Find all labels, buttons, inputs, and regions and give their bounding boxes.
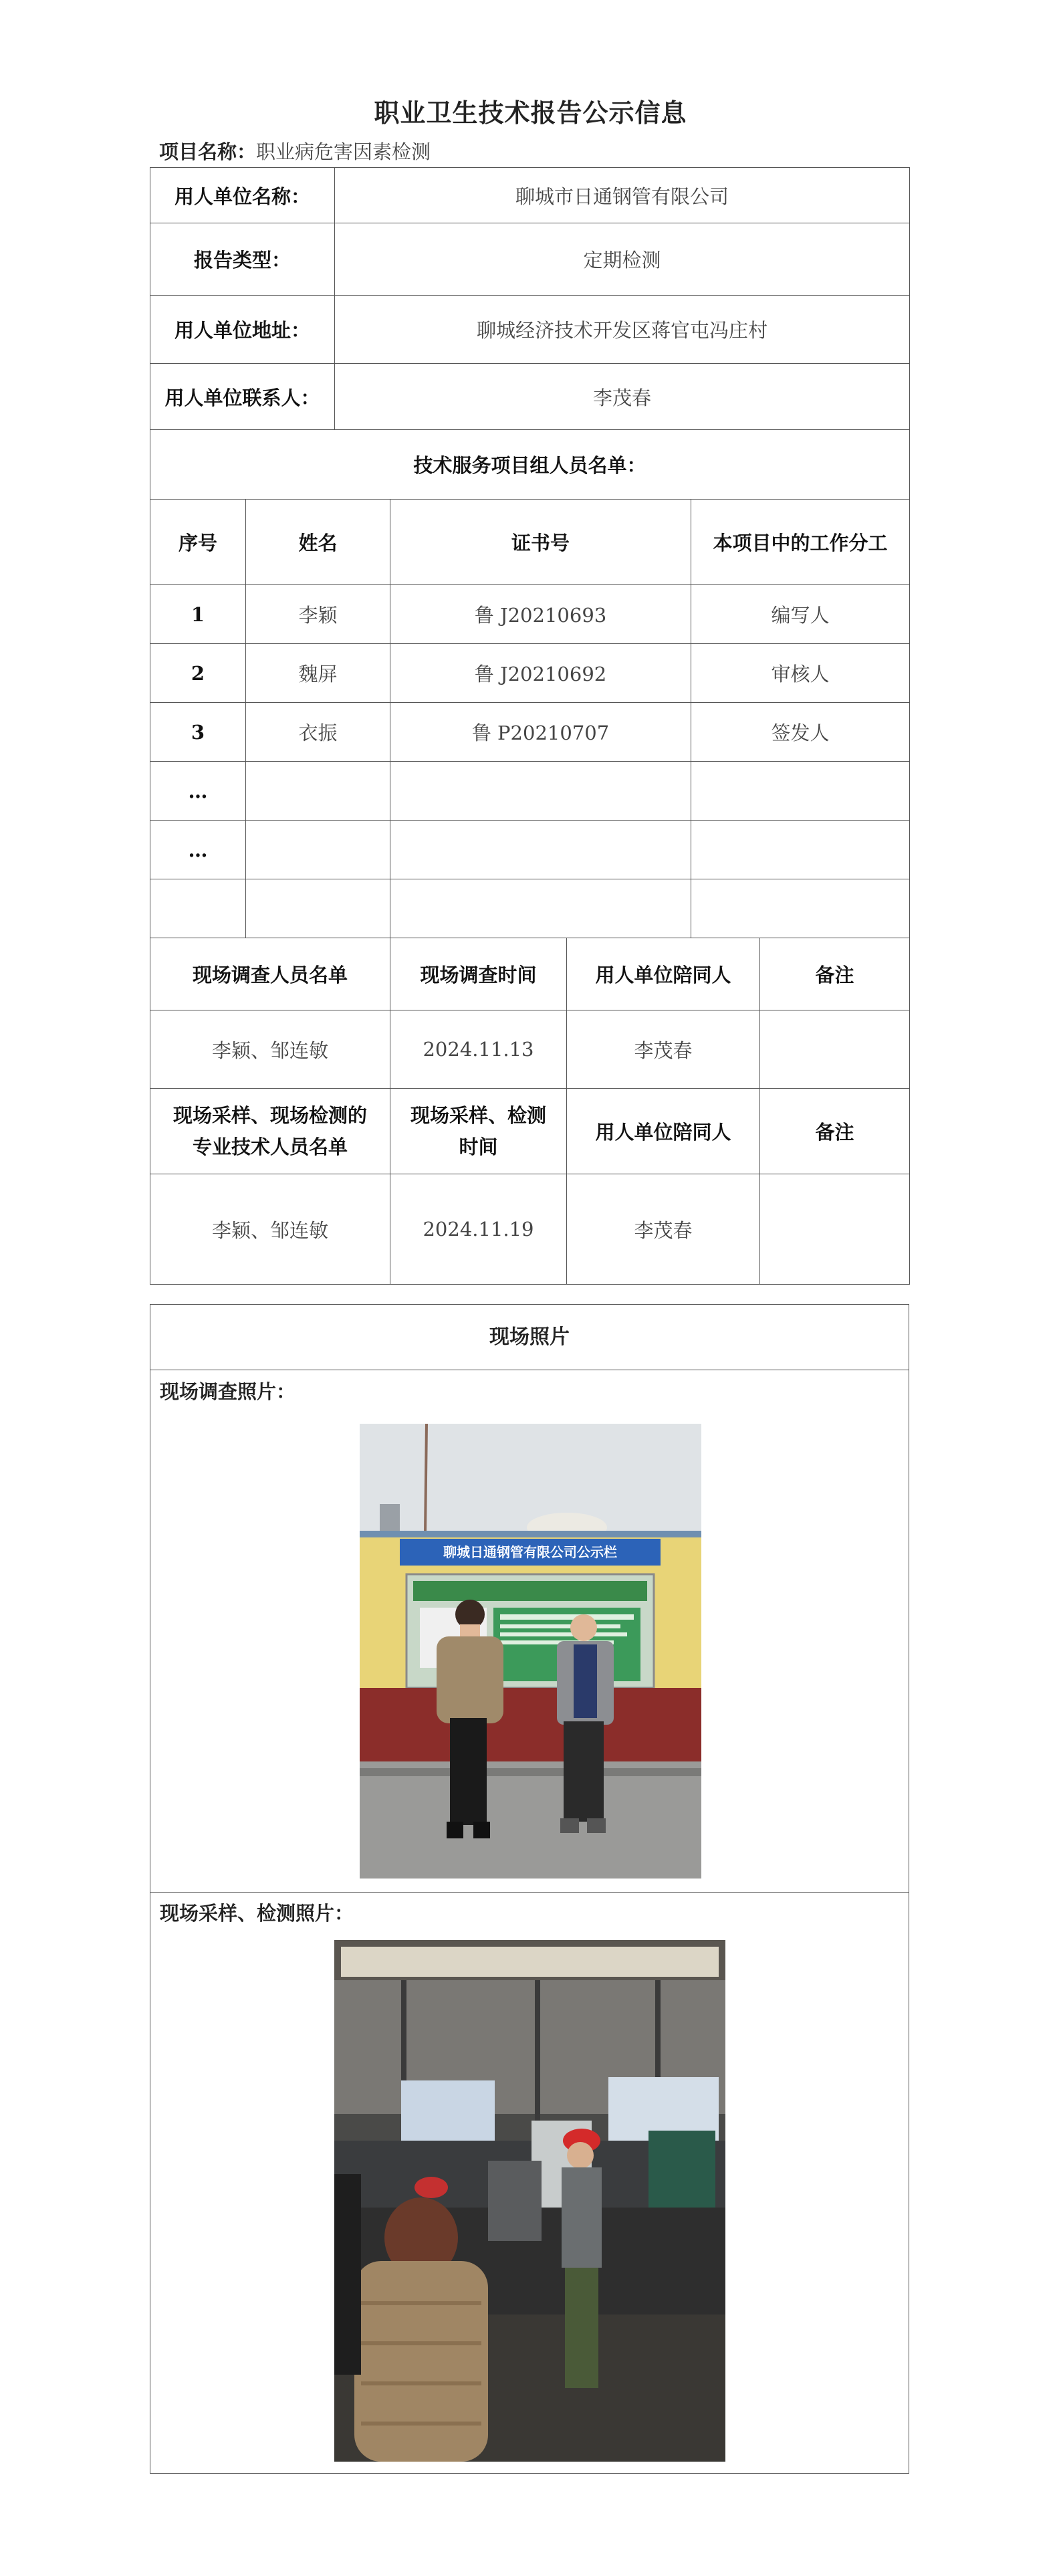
table-row [150, 585, 910, 644]
survey-staff: 李颖、邹连敏 [150, 1010, 390, 1089]
sampling-time: 2024.11.19 [390, 1174, 567, 1285]
contact-value: 李茂春 [335, 364, 910, 430]
row-role: 审核人 [691, 644, 910, 703]
page-title: 职业卫生技术报告公示信息 [374, 98, 687, 128]
unit-name-row [150, 168, 910, 223]
team-table [150, 429, 910, 938]
sampling-staff-header-line1: 现场采样、现场检测的 [172, 1104, 367, 1128]
row-name: 衣振 [246, 703, 390, 762]
row-index: 3 [150, 703, 246, 762]
site-photos-section [150, 1304, 909, 2474]
row-name: 李颖 [246, 585, 390, 644]
report-type-row [150, 223, 910, 296]
table-row [150, 821, 910, 879]
survey-remark-header: 备注 [760, 938, 910, 1010]
survey-escort-header: 用人单位陪同人 [567, 938, 760, 1010]
project-name [159, 137, 431, 165]
survey-time-header: 现场调查时间 [390, 938, 567, 1010]
row-name: 魏屏 [246, 644, 390, 703]
row-name [246, 762, 390, 821]
sampling-remark-header: 备注 [760, 1089, 910, 1174]
row-index [150, 879, 246, 938]
address-value: 聊城经济技术开发区蒋官屯冯庄村 [335, 296, 910, 364]
board-title: 聊城日通钢管有限公司公示栏 [443, 1544, 617, 1560]
sampling-photo-image [334, 1940, 725, 2462]
row-cert: 鲁 J20210692 [390, 644, 691, 703]
survey-header-row [150, 938, 910, 1010]
table-row [150, 644, 910, 703]
address-label: 用人单位地址： [150, 296, 335, 364]
photo-divider [150, 1892, 909, 1893]
row-cert: 鲁 P20210707 [390, 703, 691, 762]
project-name-value: 职业病危害因素检测 [256, 140, 431, 163]
report-type-label: 报告类型： [150, 223, 335, 296]
row-role: 签发人 [691, 703, 910, 762]
row-cert: 鲁 J20210693 [390, 585, 691, 644]
sampling-value-row [150, 1174, 910, 1285]
sampling-staff: 李颖、邹连敏 [150, 1174, 390, 1285]
contact-label: 用人单位联系人： [150, 364, 335, 430]
sampling-photo-label: 现场采样、检测照片： [160, 1902, 354, 1925]
address-row [150, 296, 910, 364]
survey-remark [760, 1010, 910, 1089]
report-type-value: 定期检测 [335, 223, 910, 296]
sampling-time-header-line2: 时间 [459, 1135, 498, 1158]
row-index: … [150, 821, 246, 879]
row-role [691, 762, 910, 821]
sampling-staff-header-line2: 专业技术人员名单 [192, 1135, 348, 1158]
sampling-remark [760, 1174, 910, 1285]
row-cert [390, 879, 691, 938]
table-row [150, 879, 910, 938]
survey-photo-image [360, 1424, 701, 1879]
row-role [691, 879, 910, 938]
contact-row [150, 364, 910, 430]
sampling-time-header-line1: 现场采样、检测 [410, 1104, 546, 1128]
sampling-header-row [150, 1089, 910, 1174]
survey-staff-header: 现场调查人员名单 [150, 938, 390, 1010]
project-name-label: 项目名称： [159, 140, 257, 163]
survey-value-row [150, 1010, 910, 1089]
site-photos-heading: 现场照片 [150, 1305, 909, 1370]
row-cert [390, 762, 691, 821]
row-index: … [150, 762, 246, 821]
survey-time: 2024.11.13 [390, 1010, 567, 1089]
row-role [691, 821, 910, 879]
row-cert [390, 821, 691, 879]
team-header-row [150, 500, 910, 585]
row-name [246, 821, 390, 879]
survey-photo [360, 1424, 701, 1879]
sampling-escort: 李茂春 [567, 1174, 760, 1285]
sampling-time-header [390, 1089, 567, 1174]
unit-name-value: 聊城市日通钢管有限公司 [335, 168, 910, 223]
survey-photo-label: 现场调查照片： [160, 1380, 296, 1403]
survey-escort: 李茂春 [567, 1010, 760, 1089]
row-index: 2 [150, 644, 246, 703]
unit-info-table [150, 167, 910, 430]
sampling-escort-header: 用人单位陪同人 [567, 1089, 760, 1174]
col-cert: 证书号 [390, 500, 691, 585]
sampling-staff-header [150, 1089, 390, 1174]
col-name: 姓名 [246, 500, 390, 585]
table-row [150, 703, 910, 762]
col-index: 序号 [150, 500, 246, 585]
table-row [150, 762, 910, 821]
row-index: 1 [150, 585, 246, 644]
col-role: 本项目中的工作分工 [691, 500, 910, 585]
sampling-photo [334, 1940, 725, 2462]
unit-name-label: 用人单位名称： [150, 168, 335, 223]
row-name [246, 879, 390, 938]
row-role: 编写人 [691, 585, 910, 644]
survey-table [150, 938, 910, 1285]
team-heading: 技术服务项目组人员名单： [150, 430, 910, 500]
